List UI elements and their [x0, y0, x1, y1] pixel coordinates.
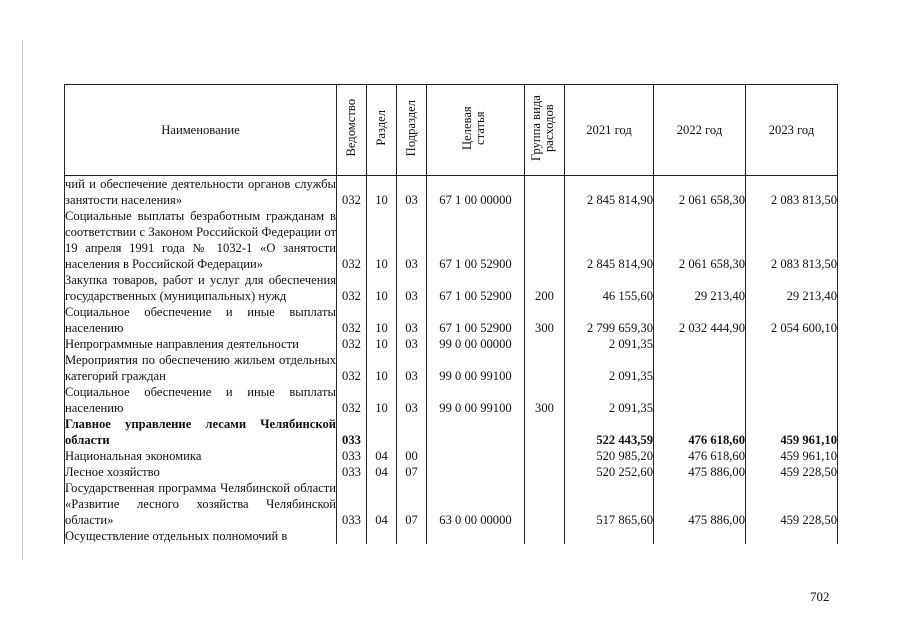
- row-expense-group: [525, 336, 565, 352]
- row-value-2023: 459 228,50: [746, 464, 838, 480]
- row-expense-group: 300: [525, 384, 565, 416]
- row-value-2022: 475 886,00: [654, 480, 746, 528]
- row-target: 99 0 00 99100: [427, 384, 525, 416]
- row-target: 63 0 00 00000: [427, 480, 525, 528]
- row-dept: 033: [337, 480, 367, 528]
- row-value-2023: [746, 352, 838, 384]
- row-value-2021: [565, 528, 654, 544]
- row-name: Непрограммные направления деятельности: [65, 336, 337, 352]
- row-value-2021: 2 091,35: [565, 352, 654, 384]
- row-value-2021: 46 155,60: [565, 272, 654, 304]
- row-dept: 033: [337, 448, 367, 464]
- row-section: [367, 528, 397, 544]
- row-value-2022: 476 618,60: [654, 448, 746, 464]
- row-dept: 033: [337, 416, 367, 448]
- row-value-2022: 29 213,40: [654, 272, 746, 304]
- row-expense-group: 300: [525, 304, 565, 336]
- row-name: Социальное обеспечение и иные выплаты населению: [65, 305, 336, 335]
- row-value-2022: [654, 528, 746, 544]
- row-dept: 032: [337, 304, 367, 336]
- header-subsection: [397, 85, 427, 176]
- row-target: [427, 528, 525, 544]
- header-expense-group: [525, 85, 565, 176]
- row-expense-group: [525, 208, 565, 272]
- header-row: [65, 85, 838, 176]
- row-value-2023: 2 054 600,10: [746, 304, 838, 336]
- row-name: Национальная экономика: [65, 448, 337, 464]
- header-dept: [337, 85, 367, 176]
- row-target: [427, 464, 525, 480]
- row-subsection: [397, 528, 427, 544]
- table-row: [65, 384, 838, 416]
- row-section: 04: [367, 464, 397, 480]
- table-row: [65, 528, 838, 544]
- row-name: Лесное хозяйство: [65, 464, 337, 480]
- page-number: 702: [810, 589, 830, 604]
- row-value-2021: 520 252,60: [565, 464, 654, 480]
- row-value-2023: [746, 384, 838, 416]
- header-2021: 2021 год: [565, 85, 654, 176]
- header-target: [427, 85, 525, 176]
- row-dept: [337, 528, 367, 544]
- row-section: 10: [367, 304, 397, 336]
- row-expense-group: [525, 464, 565, 480]
- row-value-2022: 475 886,00: [654, 464, 746, 480]
- table-row: [65, 416, 838, 448]
- row-value-2023: 2 083 813,50: [746, 176, 838, 209]
- row-value-2021: 2 799 659,30: [565, 304, 654, 336]
- row-value-2023: [746, 528, 838, 544]
- row-expense-group: [525, 416, 565, 448]
- header-2022: 2022 год: [654, 85, 746, 176]
- row-section: [367, 416, 397, 448]
- row-target: 67 1 00 00000: [427, 176, 525, 209]
- table-row: [65, 480, 838, 528]
- row-value-2023: 459 961,10: [746, 416, 838, 448]
- row-expense-group: [525, 528, 565, 544]
- row-section: 10: [367, 336, 397, 352]
- row-expense-group: [525, 176, 565, 209]
- row-name: Социальное обеспечение и иные выплаты населению: [65, 385, 336, 415]
- row-section: 10: [367, 176, 397, 209]
- row-target: 67 1 00 52900: [427, 304, 525, 336]
- header-2023: 2023 год: [746, 85, 838, 176]
- row-subsection: [397, 416, 427, 448]
- row-subsection: 03: [397, 352, 427, 384]
- row-subsection: 03: [397, 176, 427, 209]
- row-value-2021: 2 091,35: [565, 336, 654, 352]
- row-name: Главное управление лесами Челябинской области: [65, 417, 336, 447]
- row-value-2022: 2 032 444,90: [654, 304, 746, 336]
- row-subsection: 00: [397, 448, 427, 464]
- row-value-2023: [746, 336, 838, 352]
- row-subsection: 03: [397, 304, 427, 336]
- row-value-2023: 2 083 813,50: [746, 208, 838, 272]
- header-section-label: Раздел: [374, 110, 388, 146]
- row-dept: 032: [337, 272, 367, 304]
- row-value-2022: [654, 336, 746, 352]
- table-row: [65, 208, 838, 272]
- table-row: [65, 176, 838, 209]
- row-expense-group: [525, 480, 565, 528]
- header-target-label: Целевая статья: [459, 106, 487, 150]
- row-value-2021: 2 845 814,90: [565, 176, 654, 209]
- row-section: 10: [367, 352, 397, 384]
- row-subsection: 03: [397, 208, 427, 272]
- row-target: [427, 448, 525, 464]
- table-row: [65, 272, 838, 304]
- row-subsection: 07: [397, 480, 427, 528]
- header-section: [367, 85, 397, 176]
- page-edge-line: [22, 40, 23, 560]
- header-name: Наименование: [65, 85, 337, 176]
- row-section: 04: [367, 480, 397, 528]
- row-dept: 032: [337, 352, 367, 384]
- table-row: [65, 336, 838, 352]
- row-value-2023: 29 213,40: [746, 272, 838, 304]
- table-row: [65, 448, 838, 464]
- row-value-2021: 2 845 814,90: [565, 208, 654, 272]
- table-row: [65, 464, 838, 480]
- row-dept: 032: [337, 336, 367, 352]
- row-value-2021: 520 985,20: [565, 448, 654, 464]
- row-value-2022: [654, 352, 746, 384]
- row-value-2023: 459 228,50: [746, 480, 838, 528]
- table-body: [65, 176, 838, 545]
- row-name: чий и обеспечение деятельности органов службы занятости населения»: [65, 177, 336, 207]
- row-name: Осуществление отдельных полномочий в: [65, 528, 337, 544]
- row-name: Мероприятия по обеспечению жильем отдельных категорий граждан: [65, 353, 336, 383]
- row-name: Закупка товаров, работ и услуг для обеспечения государственных (муниципальных) нужд: [65, 273, 336, 303]
- row-subsection: 07: [397, 464, 427, 480]
- table-row: [65, 304, 838, 336]
- header-dept-label: Ведомство: [344, 99, 358, 157]
- row-target: 67 1 00 52900: [427, 272, 525, 304]
- row-value-2022: 2 061 658,30: [654, 208, 746, 272]
- row-expense-group: [525, 448, 565, 464]
- row-section: 04: [367, 448, 397, 464]
- row-target: 99 0 00 99100: [427, 352, 525, 384]
- row-dept: 032: [337, 208, 367, 272]
- row-section: 10: [367, 384, 397, 416]
- row-value-2023: 459 961,10: [746, 448, 838, 464]
- row-section: 10: [367, 272, 397, 304]
- row-dept: 033: [337, 464, 367, 480]
- row-dept: 032: [337, 384, 367, 416]
- row-value-2021: 517 865,60: [565, 480, 654, 528]
- header-expense-group-label: Группа вида расходов: [528, 95, 556, 161]
- row-target: 99 0 00 00000: [427, 336, 525, 352]
- budget-table: [64, 84, 838, 544]
- row-subsection: 03: [397, 384, 427, 416]
- row-subsection: 03: [397, 336, 427, 352]
- row-section: 10: [367, 208, 397, 272]
- row-value-2021: 522 443,59: [565, 416, 654, 448]
- row-value-2022: 476 618,60: [654, 416, 746, 448]
- row-value-2022: 2 061 658,30: [654, 176, 746, 209]
- table-row: [65, 352, 838, 384]
- row-name: Социальные выплаты безработным гражданам в соответствии с Законом Российской Федерации от 19 апреля 1991 года № 1032-1 «О занятости населения в Российской Федерации»: [65, 209, 336, 271]
- row-name: Государственная программа Челябинской области «Развитие лесного хозяйства Челябинской области»: [65, 481, 336, 527]
- row-target: [427, 416, 525, 448]
- row-value-2022: [654, 384, 746, 416]
- row-dept: 032: [337, 176, 367, 209]
- row-subsection: 03: [397, 272, 427, 304]
- row-expense-group: [525, 352, 565, 384]
- row-value-2021: 2 091,35: [565, 384, 654, 416]
- row-expense-group: 200: [525, 272, 565, 304]
- row-target: 67 1 00 52900: [427, 208, 525, 272]
- header-subsection-label: Подраздел: [404, 99, 418, 157]
